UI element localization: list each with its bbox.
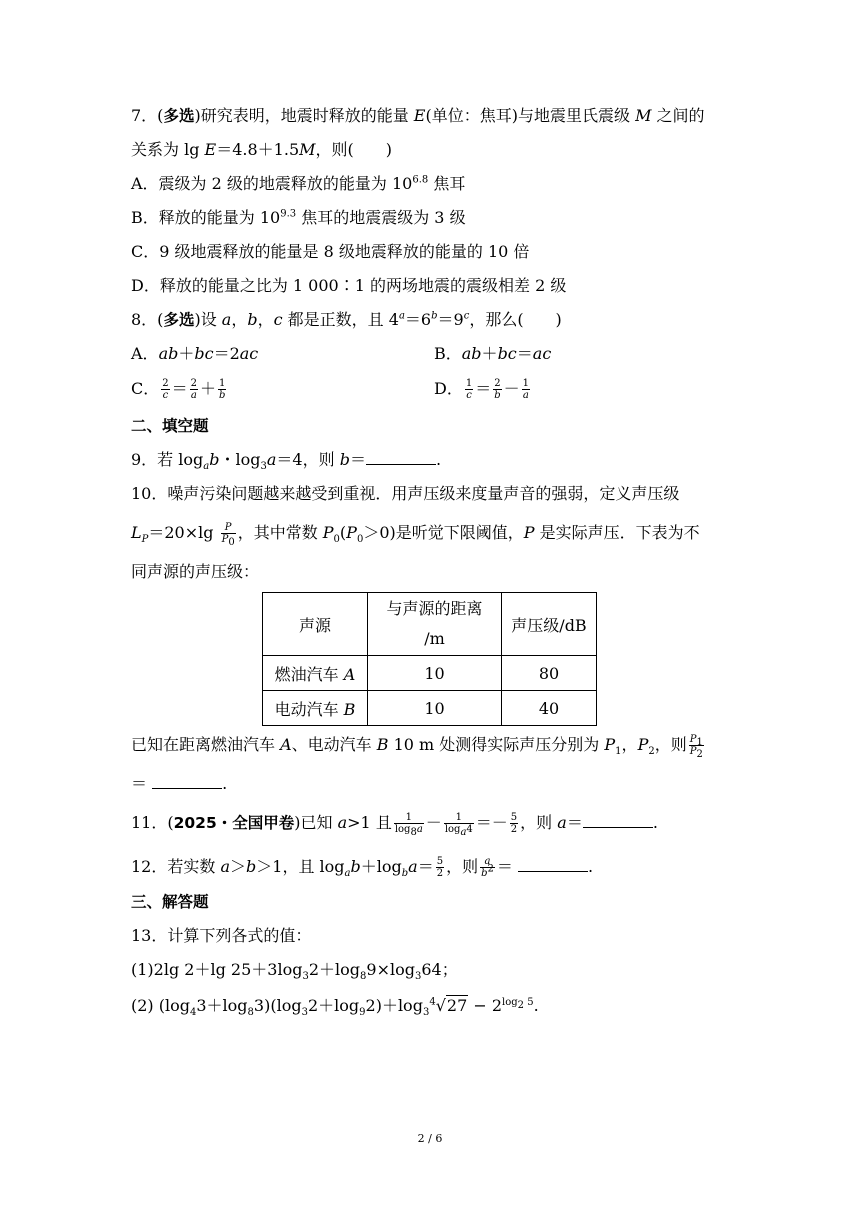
table-cell-distance: 10	[368, 691, 502, 726]
table-row	[263, 656, 597, 691]
table-cell-level: 40	[502, 691, 597, 726]
q7-option-b: B．释放的能量为 $10^{9.3}$ 焦耳的地震震级为 3 级	[131, 208, 466, 227]
q12-answer-blank	[518, 857, 588, 872]
sound-source-table	[262, 592, 597, 726]
q10-stem-line3: 同声源的声压级：	[131, 562, 260, 581]
table-cell-source: 燃油汽车 A	[263, 656, 368, 691]
table-header-distance: 与声源的距离 /m	[368, 593, 502, 656]
section-fill-in-heading: 二、填空题	[131, 417, 209, 435]
q13-part1: (1)2lg 2＋lg $25+3\log_32+\log_89\times\log_364$；	[131, 960, 458, 983]
section-solution-heading: 三、解答题	[131, 893, 209, 911]
q8-option-c: C． $\frac{2}{c}$ ＝ $\frac{2}{a}$ ＋ $\frac{1}{b}$	[131, 378, 226, 401]
q10-stem-line2: $L_P=20\times\lg$ $\frac{P}{P_0}$ ，其中常数 $P_0(P_0>0)$是听觉下限阈值，P 是实际声压．下表为不	[131, 522, 700, 548]
table-cell-distance: 10	[368, 656, 502, 691]
q13-part2: (2) $(\log_43+\log_83)(\log_32+\log_92)+\log_3^4√27 - 2^{log_2 5}$.	[131, 996, 539, 1019]
q7-option-a: A．震级为 2 级的地震释放的能量为 $10^{6.8}$ 焦耳	[131, 174, 466, 193]
q8-option-a: A．ab＋bc＝2ac	[131, 344, 259, 363]
q7-stem-line1: 7．(多选)研究表明，地震时释放的能量 E(单位：焦耳)与地震里氏震级 M 之间的	[131, 106, 705, 125]
q8-option-b: B．ab＋bc＝ac	[434, 344, 552, 363]
q7-option-d: D．释放的能量之比为 1 000∶1 的两场地震的震级相差 2 级	[131, 276, 567, 295]
q8-option-d: D． $\frac{1}{c}$ ＝ $\frac{2}{b}$ － $\frac{1}{a}$	[434, 378, 530, 401]
q10-stem-line1: 10．噪声污染问题越来越受到重视．用声压级来度量声音的强弱，定义声压级	[131, 484, 680, 503]
q10-answer-line: ＝ .	[131, 774, 228, 793]
q8-stem: 8．(多选)设 a，b，c 都是正数，且 $4^a=6^b=9^c$，那么( )	[131, 310, 562, 329]
radical-sign-icon: √	[435, 996, 446, 1015]
q11-stem: 11．(2025・全国甲卷)已知 a>1 且 $\frac{1}{\log_8a}$ － $\frac{1}{\log_a4}$ ＝－ $\frac{5}{2}$ ，则 a＝ .	[131, 812, 658, 838]
q9-stem: 9．若 $\log_ab$・$\log_3a=4$，则 b＝ .	[131, 450, 442, 473]
q13-stem: 13．计算下列各式的值：	[131, 926, 312, 945]
table-row	[263, 691, 597, 726]
table-header-level: 声压级/dB	[502, 593, 597, 656]
table-cell-source: 电动汽车 B	[263, 691, 368, 726]
q12-stem: 12．若实数 a＞b＞1，且 $\log_ab+\log_ba=$ $\frac{5}{2}$ ，则 $\frac{a}{b^2}$ ＝ .	[131, 856, 594, 880]
q7-stem-line2: 关系为 lg E＝4.8＋1.5M，则( )	[131, 140, 393, 159]
q9-answer-blank	[366, 450, 436, 465]
q11-answer-blank	[583, 813, 653, 828]
q7-option-c: C．9 级地震释放的能量是 8 级地震释放的能量的 10 倍	[131, 242, 530, 261]
table-header-source: 声源	[263, 593, 368, 656]
q10-answer-blank	[152, 774, 222, 789]
table-cell-level: 80	[502, 656, 597, 691]
page-number: 2 / 6	[417, 1132, 443, 1145]
q10-stem-line4: 已知在距离燃油汽车 A、电动汽车 B 10 m 处测得实际声压分别为 $P_1$，$P_2$，则 $\frac{P_1}{P_2}$	[131, 734, 703, 760]
table-header-row	[263, 593, 597, 656]
